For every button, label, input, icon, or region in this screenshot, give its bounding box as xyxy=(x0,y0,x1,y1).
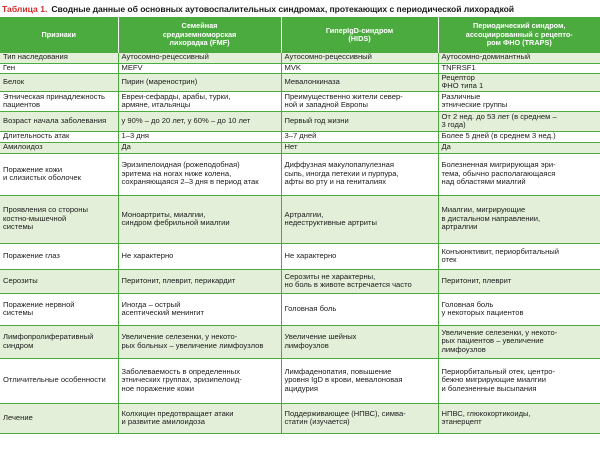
row-label xyxy=(0,293,118,325)
cell-traps xyxy=(438,243,600,269)
cell-fmf xyxy=(118,91,281,111)
cell-text: Ген xyxy=(3,63,16,72)
cell-hids xyxy=(281,63,438,73)
cell-text: НПВС, глюкокортикоиды, этанерцепт xyxy=(441,408,531,427)
cell-text: Да xyxy=(121,142,131,152)
cell-text: Белок xyxy=(3,76,25,86)
row-label xyxy=(0,195,118,243)
cell-text: От 2 нед. до 53 лет (в среднем – 3 года) xyxy=(441,111,557,130)
row-label xyxy=(0,73,118,91)
row-label xyxy=(0,53,118,63)
cell-hids xyxy=(281,131,438,142)
row-label xyxy=(0,325,118,358)
cell-fmf xyxy=(118,243,281,269)
row-label xyxy=(0,358,118,403)
cell-text: Заболеваемость в определенных этнических группах, эризипелоид- ное поражение кожи xyxy=(121,366,242,393)
cell-text: Нет xyxy=(284,142,298,152)
cell-text: Миалгии, мигрирующие в дистальном направлении, артралгии xyxy=(441,205,541,232)
cell-text: Мевалонкиназа xyxy=(284,76,340,86)
cell-traps xyxy=(438,142,600,153)
cell-text: Перитонит, плеврит xyxy=(441,275,512,285)
cell-text: MVK xyxy=(284,63,301,72)
cell-traps xyxy=(438,131,600,142)
cell-text: Поражение кожи и слизистых оболочек xyxy=(3,164,81,183)
cell-text: Аутосомно-доминантный xyxy=(441,53,531,62)
cell-hids xyxy=(281,269,438,293)
cell-text: Не характерно xyxy=(121,250,174,260)
cell-text: Иногда – острый асептический менингит xyxy=(121,299,205,318)
cell-text: Увеличение шейных лимфоузлов xyxy=(284,332,357,350)
table-row xyxy=(0,403,600,433)
cell-text: Возраст начала заболевания xyxy=(3,115,107,125)
cell-hids xyxy=(281,73,438,91)
cell-traps xyxy=(438,325,600,358)
cell-fmf xyxy=(118,53,281,63)
row-label xyxy=(0,153,118,195)
cell-text: Первый год жизни xyxy=(284,115,349,125)
cell-traps xyxy=(438,358,600,403)
cell-text: Артралгии, недеструктивные артриты xyxy=(284,209,377,228)
cell-text: Поражение глаз xyxy=(3,250,60,260)
table-header-row xyxy=(0,17,600,53)
cell-fmf xyxy=(118,131,281,142)
cell-text: Лечение xyxy=(3,412,33,422)
cell-text: Различные этнические группы xyxy=(441,91,508,110)
table-row xyxy=(0,73,600,91)
header-traps xyxy=(438,17,600,53)
caption-label: Таблица 1. xyxy=(2,3,48,14)
cell-fmf xyxy=(118,73,281,91)
header-hids xyxy=(281,17,438,53)
cell-text: 1–3 дня xyxy=(121,131,150,141)
cell-traps xyxy=(438,269,600,293)
cell-text: TNFRSF1 xyxy=(441,63,476,72)
cell-text: Длительность атак xyxy=(3,131,70,141)
row-label xyxy=(0,91,118,111)
cell-text: Этническая принадлежность пациентов xyxy=(3,91,106,110)
cell-text: Рецептор ФНО типа 1 xyxy=(441,73,484,91)
cell-text: Диффузная макулопапулезная сыпь, иногда петехии и пурпура, афты во рту и на гениталиях xyxy=(284,160,399,187)
row-label xyxy=(0,142,118,153)
cell-text: Проявления со стороны костно-мышечной системы xyxy=(3,205,88,232)
cell-hids xyxy=(281,153,438,195)
cell-fmf xyxy=(118,325,281,358)
table-row xyxy=(0,325,600,358)
table-body xyxy=(0,53,600,433)
table-row xyxy=(0,91,600,111)
table-row xyxy=(0,63,600,73)
cell-text: Эризипелоидная (рожеподобная) эритема на ногах ниже колена, сохраняющаяся 2–3 дня в период атак xyxy=(121,160,259,187)
row-label xyxy=(0,111,118,131)
cell-hids xyxy=(281,243,438,269)
table-row xyxy=(0,269,600,293)
cell-text: Периорбитальный отек, центро- бежно мигрирующие миалгии и болезненные высыпания xyxy=(441,366,556,393)
cell-text: Увеличение селезенки, у некото- рых больных – увеличение лимфоузлов xyxy=(121,332,264,350)
table-caption xyxy=(2,0,598,17)
cell-text: Преимущественно жители север- ной и западной Европы xyxy=(284,91,403,110)
cell-text: Поддерживающее (НПВС), симва- статин (изучается) xyxy=(284,408,406,427)
cell-text: Лимфаденопатия, повышение уровня IgD в крови, мевалоновая ацидурия xyxy=(284,366,403,393)
cell-fmf xyxy=(118,403,281,433)
cell-text: Тип наследования xyxy=(3,53,68,62)
cell-traps xyxy=(438,111,600,131)
cell-text: Амилоидоз xyxy=(3,142,43,152)
cell-hids xyxy=(281,358,438,403)
table-row xyxy=(0,111,600,131)
cell-hids xyxy=(281,53,438,63)
cell-text: Перитонит, плеврит, перикардит xyxy=(121,275,236,285)
cell-text: Моноартриты, миалгии, синдром фебрильной миалгии xyxy=(121,209,230,228)
cell-text: Аутосомно-рецессивный xyxy=(121,53,209,62)
cell-hids xyxy=(281,403,438,433)
cell-text: Пирин (маренострин) xyxy=(121,76,198,86)
cell-fmf xyxy=(118,195,281,243)
syndromes-table xyxy=(0,17,600,434)
cell-text: Конъюнктивит, периорбитальный отек xyxy=(441,246,559,265)
row-label xyxy=(0,131,118,142)
cell-text: Колхицин предотвращает атаки и развитие амилоидоза xyxy=(121,408,234,427)
cell-fmf xyxy=(118,111,281,131)
cell-text: Евреи-сефарды, арабы, турки, армяне, итальянцы xyxy=(121,91,231,110)
cell-traps xyxy=(438,91,600,111)
cell-text: Головная боль xyxy=(284,303,337,313)
cell-text: 3–7 дней xyxy=(284,131,317,141)
cell-traps xyxy=(438,293,600,325)
cell-fmf xyxy=(118,142,281,153)
table-row xyxy=(0,358,600,403)
cell-hids xyxy=(281,293,438,325)
row-label xyxy=(0,403,118,433)
header-text: Признаки xyxy=(41,29,76,39)
header-signs xyxy=(0,17,118,53)
cell-text: Головная боль у некоторых пациентов xyxy=(441,299,524,318)
table-row xyxy=(0,195,600,243)
cell-text: Отличительные особенности xyxy=(3,375,106,385)
cell-traps xyxy=(438,63,600,73)
cell-text: Аутосомно-рецессивный xyxy=(284,53,372,62)
cell-traps xyxy=(438,73,600,91)
header-text: Семейная средиземноморская лихорадка (FMF) xyxy=(162,21,237,48)
cell-text: Не характерно xyxy=(284,250,337,260)
cell-traps xyxy=(438,403,600,433)
cell-text: MEFV xyxy=(121,63,143,72)
table-row xyxy=(0,243,600,269)
cell-hids xyxy=(281,142,438,153)
cell-fmf xyxy=(118,293,281,325)
cell-fmf xyxy=(118,153,281,195)
cell-hids xyxy=(281,91,438,111)
table-container xyxy=(0,17,600,457)
cell-traps xyxy=(438,195,600,243)
cell-text: Да xyxy=(441,142,451,152)
cell-hids xyxy=(281,325,438,358)
cell-traps xyxy=(438,53,600,63)
table-row xyxy=(0,53,600,63)
cell-text: Болезненная мигрирующая эри- тема, обычно располагающаяся над областями миалгий xyxy=(441,160,556,187)
header-fmf xyxy=(118,17,281,53)
cell-text: Поражение нервной системы xyxy=(3,299,75,318)
row-label xyxy=(0,243,118,269)
cell-fmf xyxy=(118,358,281,403)
cell-fmf xyxy=(118,269,281,293)
cell-traps xyxy=(438,153,600,195)
cell-hids xyxy=(281,111,438,131)
cell-text: Серозиты xyxy=(3,275,38,285)
cell-text: Увеличение селезенки, у некото- рых пациентов – увеличение лимфоузлов xyxy=(441,327,558,354)
caption-text: Сводные данные об основных аутовоспалительных синдромах, протекающих с периодической лихорадкой xyxy=(51,3,515,14)
cell-text: у 90% – до 20 лет, у 60% – до 10 лет xyxy=(121,115,251,125)
cell-text: Лимфопролиферативный синдром xyxy=(3,332,94,350)
row-label xyxy=(0,269,118,293)
cell-text: Более 5 дней (в среднем 3 нед.) xyxy=(441,131,556,141)
cell-fmf xyxy=(118,63,281,73)
table-row xyxy=(0,293,600,325)
cell-hids xyxy=(281,195,438,243)
table-row xyxy=(0,153,600,195)
table-row xyxy=(0,131,600,142)
header-text: ГиперIgD-синдром (HIDS) xyxy=(325,25,394,43)
header-text: Периодический синдром, ассоциированный с рецепто- ром ФНО (TRAPS) xyxy=(465,21,573,48)
cell-text: Серозиты не характерны, но боль в животе встречается часто xyxy=(284,271,412,290)
table-row xyxy=(0,142,600,153)
row-label xyxy=(0,63,118,73)
